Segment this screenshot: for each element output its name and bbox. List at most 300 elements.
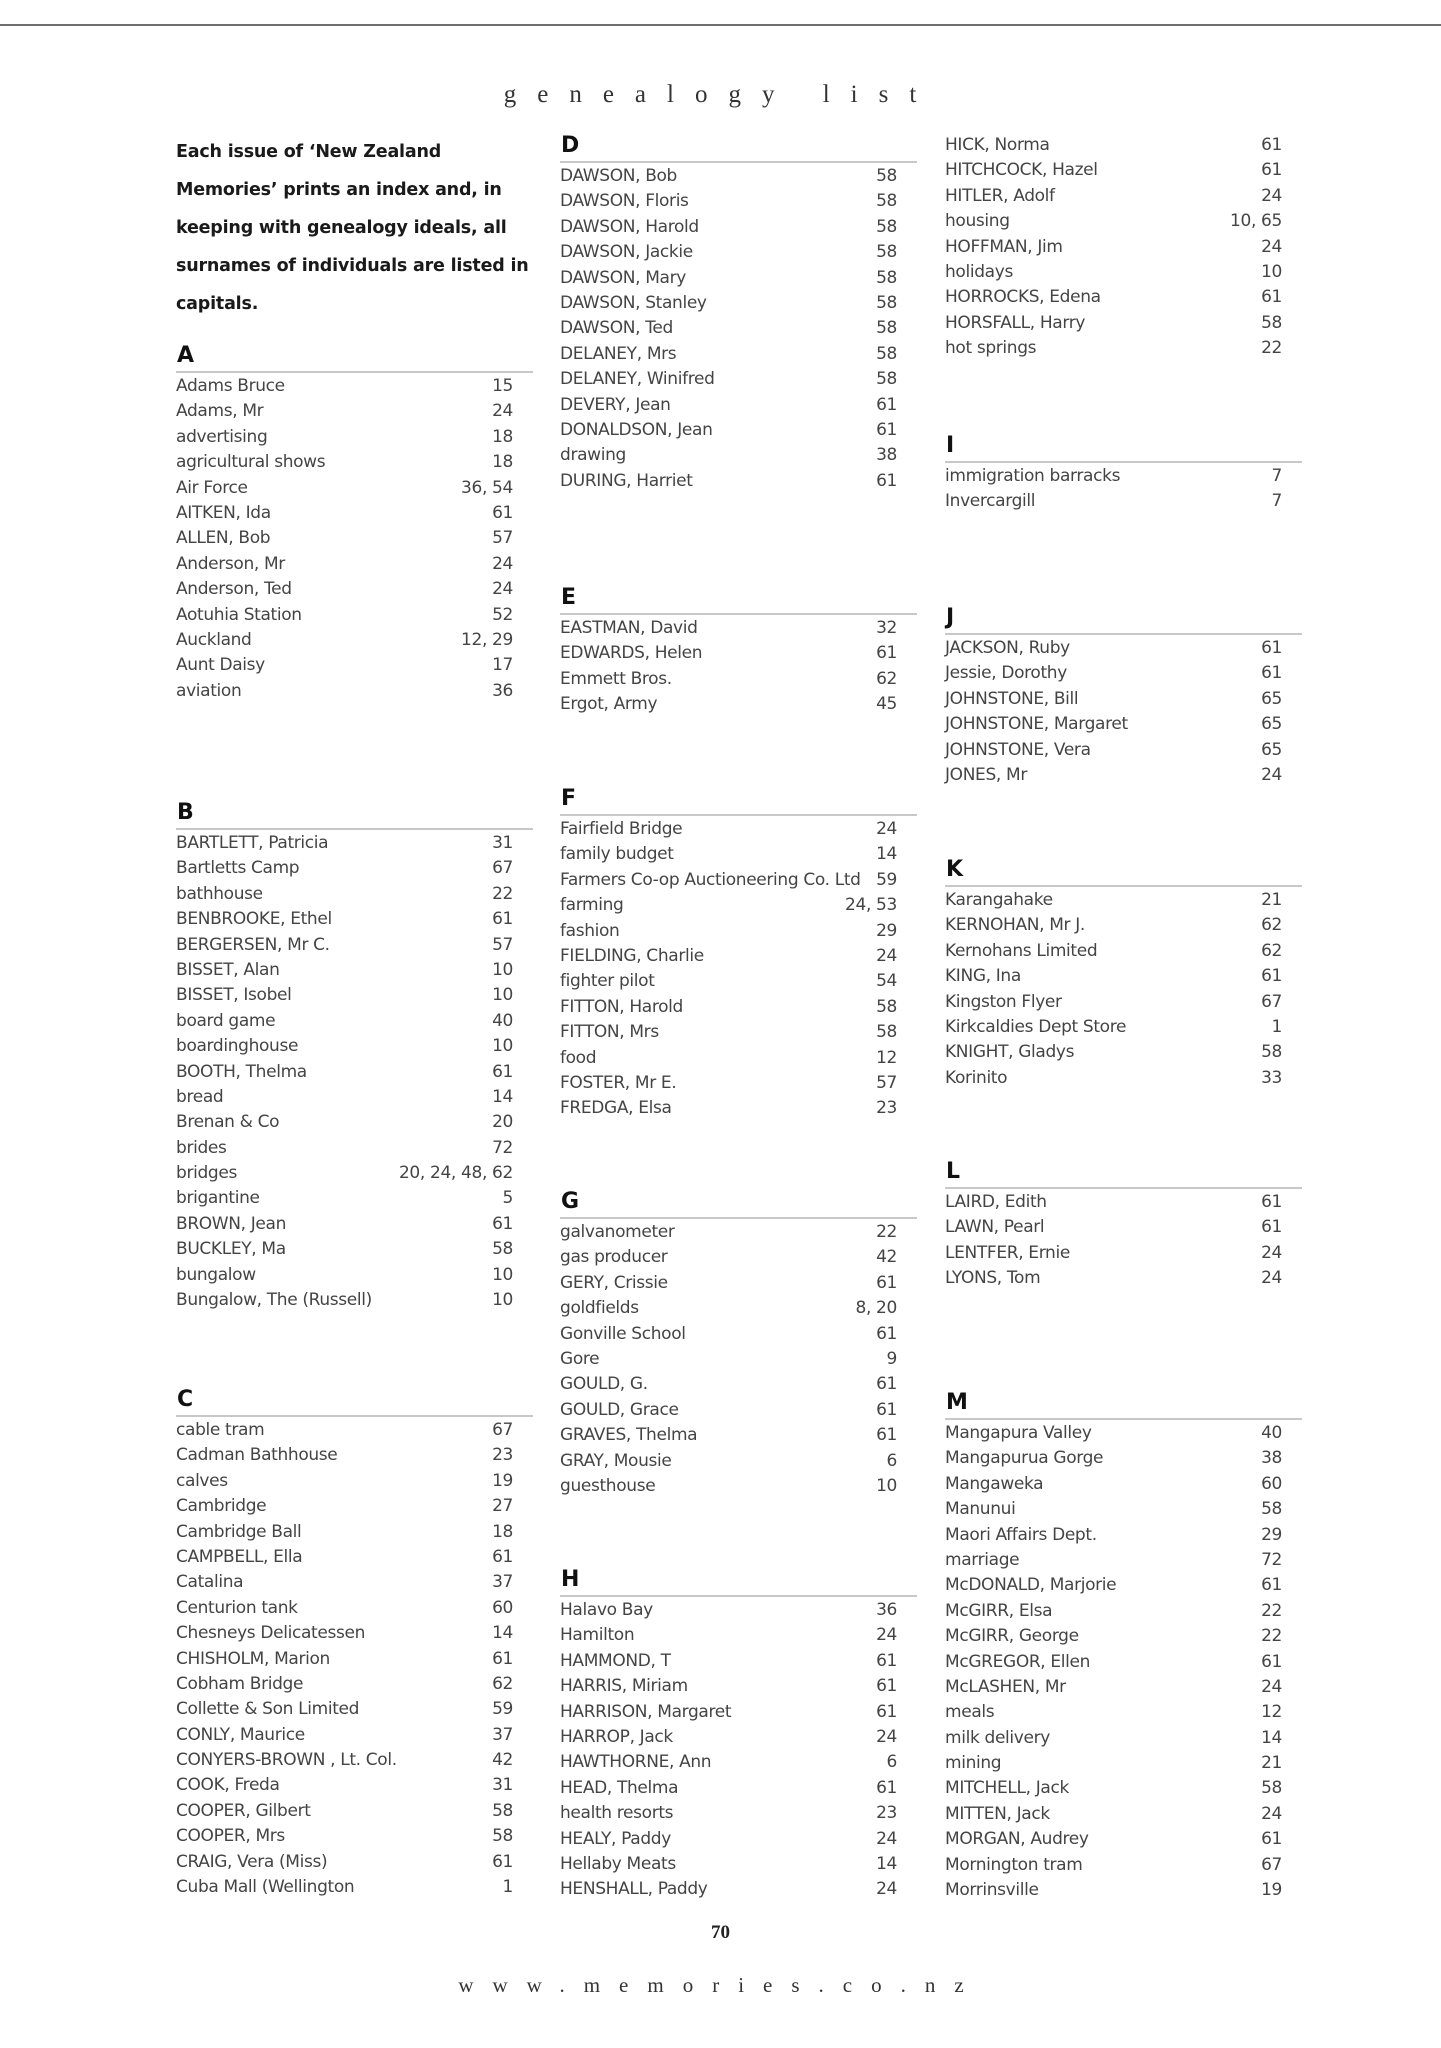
- index-entry: [560, 1372, 917, 1397]
- entry-pages: 24: [1261, 185, 1282, 206]
- section-rule: [560, 161, 917, 163]
- index-entry: [176, 1850, 533, 1875]
- index-entry: [560, 969, 917, 994]
- entry-pages: 58: [876, 369, 897, 390]
- index-entry: [945, 636, 1302, 661]
- index-entry: [560, 1020, 917, 1045]
- entry-pages: 61: [1261, 966, 1282, 987]
- index-entry: [176, 1773, 533, 1798]
- entry-name: Morrinsville: [945, 1880, 1039, 1901]
- index-entry: [945, 260, 1302, 285]
- entry-name: Invercargill: [945, 491, 1036, 512]
- entry-name: Farmers Co-op Auctioneering Co. Ltd: [560, 869, 861, 890]
- index-entry: [945, 1421, 1302, 1446]
- entry-name: Gonville School: [560, 1323, 686, 1344]
- index-entry: [176, 1161, 533, 1186]
- index-entry: [176, 907, 533, 932]
- entry-name: CHISHOLM, Marion: [176, 1648, 330, 1669]
- index-entry: [176, 1469, 533, 1494]
- entry-name: COOPER, Gilbert: [176, 1800, 311, 1821]
- entry-pages: 20, 24, 48, 62: [398, 1163, 513, 1184]
- entry-pages: 24: [492, 579, 513, 600]
- index-entry: [945, 1241, 1302, 1266]
- entry-name: DAWSON, Mary: [560, 267, 686, 288]
- entry-pages: 14: [492, 1086, 513, 1107]
- entry-name: bathhouse: [176, 883, 263, 904]
- entry-name: JONES, Mr: [945, 764, 1027, 785]
- index-entry: [176, 933, 533, 958]
- entry-pages: 67: [1261, 1854, 1282, 1875]
- entry-name: BISSET, Isobel: [176, 985, 292, 1006]
- index-entry: [176, 399, 533, 424]
- entry-name: Cobham Bridge: [176, 1673, 304, 1694]
- index-entry: [560, 919, 917, 944]
- entry-name: COOK, Freda: [176, 1775, 280, 1796]
- index-entry: [945, 1523, 1302, 1548]
- entry-name: Cadman Bathhouse: [176, 1445, 338, 1466]
- entry-name: DELANEY, Mrs: [560, 343, 677, 364]
- entry-pages: 24: [492, 553, 513, 574]
- section-rule: [945, 461, 1302, 463]
- entry-pages: 36, 54: [461, 477, 513, 498]
- section-letter: J: [946, 605, 955, 630]
- index-entry: [176, 603, 533, 628]
- index-entry: [945, 464, 1302, 489]
- entry-pages: 58: [492, 1826, 513, 1847]
- entry-name: JOHNSTONE, Vera: [945, 739, 1091, 760]
- section-letter: M: [946, 1390, 968, 1415]
- entry-name: MITTEN, Jack: [945, 1803, 1050, 1824]
- entry-pages: 61: [876, 1777, 897, 1798]
- entry-pages: 61: [1261, 663, 1282, 684]
- index-entry: [176, 552, 533, 577]
- entry-pages: 14: [876, 1853, 897, 1874]
- entry-pages: 62: [492, 1673, 513, 1694]
- index-entry: [560, 1852, 917, 1877]
- entry-pages: 21: [1261, 890, 1282, 910]
- entry-name: HAWTHORNE, Ann: [560, 1752, 712, 1773]
- index-entry: [945, 1266, 1302, 1291]
- entry-pages: 21: [1261, 1753, 1282, 1774]
- entry-pages: 58: [876, 242, 897, 263]
- entry-pages: 61: [492, 502, 513, 523]
- entry-pages: 42: [492, 1750, 513, 1771]
- section-rule: [560, 1595, 917, 1597]
- index-entry: [560, 266, 917, 291]
- entry-name: DAWSON, Floris: [560, 191, 689, 212]
- entry-pages: 65: [1261, 714, 1282, 735]
- section-rule: [176, 371, 533, 373]
- section-letter: D: [561, 133, 580, 158]
- index-entry: [176, 831, 533, 856]
- entry-pages: 10: [492, 1290, 513, 1311]
- index-entry: [945, 738, 1302, 763]
- section-letter: H: [561, 1567, 580, 1592]
- entry-name: COOPER, Mrs: [176, 1826, 285, 1847]
- index-entry: [560, 1046, 917, 1071]
- entry-name: bungalow: [176, 1264, 256, 1285]
- index-entry: [560, 995, 917, 1020]
- entry-pages: 8, 20: [855, 1298, 897, 1319]
- index-entry: [560, 1674, 917, 1699]
- entry-pages: 58: [1261, 312, 1282, 333]
- index-entry: [176, 450, 533, 475]
- entry-name: farming: [560, 895, 624, 916]
- entry-pages: 62: [1261, 915, 1282, 936]
- entry-pages: 61: [1261, 1217, 1282, 1238]
- entry-name: fighter pilot: [560, 971, 655, 992]
- index-entry: [560, 868, 917, 893]
- section-b: [176, 800, 533, 1313]
- entry-name: BOOTH, Thelma: [176, 1061, 307, 1082]
- entry-pages: 23: [876, 1803, 897, 1824]
- entry-pages: 1: [502, 1877, 513, 1898]
- section-m: [945, 1390, 1302, 1903]
- section-d: [560, 133, 917, 494]
- entry-name: LAIRD, Edith: [945, 1192, 1047, 1212]
- entry-name: Aunt Daisy: [176, 655, 265, 676]
- entry-pages: 67: [1261, 991, 1282, 1012]
- entry-pages: 61: [1261, 160, 1282, 181]
- entry-pages: 29: [1261, 1524, 1282, 1545]
- index-entry: [176, 1545, 533, 1570]
- index-entry: [176, 679, 533, 704]
- index-entry: [945, 1776, 1302, 1801]
- index-entry: [560, 1347, 917, 1372]
- section-i: [945, 433, 1302, 515]
- index-entry: [560, 1423, 917, 1448]
- entry-pages: 57: [876, 1072, 897, 1093]
- entry-pages: 10: [492, 1036, 513, 1057]
- entry-name: mining: [945, 1753, 1002, 1774]
- entry-name: housing: [945, 211, 1010, 232]
- index-entry: [176, 526, 533, 551]
- index-entry: [560, 1449, 917, 1474]
- index-entry: [176, 958, 533, 983]
- entry-pages: 7: [1271, 491, 1282, 512]
- index-entry: [945, 661, 1302, 686]
- entry-pages: 61: [876, 1374, 897, 1395]
- index-entry: [560, 1096, 917, 1121]
- entry-name: Maori Affairs Dept.: [945, 1524, 1097, 1545]
- index-entry: [560, 1801, 917, 1826]
- section-rule: [945, 633, 1302, 635]
- entry-name: board game: [176, 1010, 276, 1031]
- section-rule: [945, 1187, 1302, 1189]
- page-number: 70: [711, 1922, 730, 1943]
- entry-pages: 61: [876, 394, 897, 415]
- entry-pages: 58: [876, 996, 897, 1017]
- entry-name: HARRIS, Miriam: [560, 1676, 688, 1697]
- entry-name: hot springs: [945, 338, 1037, 359]
- entry-pages: 58: [876, 216, 897, 237]
- entry-name: Manunui: [945, 1499, 1016, 1520]
- index-entry: [176, 856, 533, 881]
- entry-name: GOULD, Grace: [560, 1399, 679, 1420]
- index-entry: [945, 489, 1302, 514]
- index-entry: [560, 418, 917, 443]
- entry-name: JOHNSTONE, Bill: [945, 688, 1079, 709]
- entry-pages: 14: [492, 1623, 513, 1644]
- entry-pages: 24: [1261, 1242, 1282, 1263]
- entry-pages: 22: [1261, 338, 1282, 359]
- index-entry: [945, 209, 1302, 234]
- entry-name: Air Force: [176, 477, 248, 498]
- index-entry: [945, 1802, 1302, 1827]
- entry-name: DURING, Harriet: [560, 470, 693, 491]
- entry-pages: 22: [876, 1222, 897, 1242]
- entry-name: BUCKLEY, Ma: [176, 1239, 286, 1260]
- entry-pages: 61: [876, 1399, 897, 1420]
- entry-pages: 12: [876, 1047, 897, 1068]
- index-entry: [560, 367, 917, 392]
- intro-text: Each issue of ‘New Zealand Memories’ prints an index and, in keeping with genealogy ideals, all surnames of individuals are listed in capitals.: [176, 142, 529, 314]
- section-f: [560, 786, 917, 1122]
- entry-name: HEAD, Thelma: [560, 1777, 679, 1798]
- index-entry: [176, 1263, 533, 1288]
- index-entry: [945, 133, 1302, 158]
- entry-pages: 65: [1261, 688, 1282, 709]
- entry-pages: 60: [1261, 1473, 1282, 1494]
- entry-pages: 61: [876, 1676, 897, 1697]
- index-entry: [945, 1751, 1302, 1776]
- entry-name: calves: [176, 1470, 228, 1491]
- index-entry: [945, 1066, 1302, 1091]
- entry-name: Mangaweka: [945, 1473, 1044, 1494]
- entry-name: KERNOHAN, Mr J.: [945, 915, 1085, 936]
- entry-name: LENTFER, Ernie: [945, 1242, 1070, 1263]
- entry-name: Auckland: [176, 629, 252, 650]
- entry-name: McLASHEN, Mr: [945, 1676, 1066, 1697]
- section-rule: [945, 1418, 1302, 1420]
- entry-pages: 31: [492, 1775, 513, 1796]
- entry-pages: 59: [492, 1699, 513, 1720]
- entry-name: FITTON, Harold: [560, 996, 683, 1017]
- entry-pages: 58: [876, 1022, 897, 1043]
- entry-name: HITCHCOCK, Hazel: [945, 160, 1098, 181]
- entry-pages: 6: [886, 1752, 897, 1773]
- entry-pages: 61: [876, 470, 897, 491]
- entry-pages: 58: [876, 318, 897, 339]
- index-entry: [176, 1060, 533, 1085]
- entry-pages: 58: [876, 166, 897, 186]
- entry-pages: 61: [492, 1061, 513, 1082]
- index-entry: [945, 763, 1302, 788]
- entry-pages: 38: [876, 445, 897, 466]
- entry-name: Kingston Flyer: [945, 991, 1062, 1012]
- entry-name: agricultural shows: [176, 452, 326, 473]
- entry-pages: 38: [1261, 1448, 1282, 1469]
- entry-name: LYONS, Tom: [945, 1268, 1041, 1289]
- index-entry: [945, 1700, 1302, 1725]
- index-entry: [176, 1237, 533, 1262]
- entry-pages: 7: [1271, 466, 1282, 486]
- index-entry: [945, 1878, 1302, 1903]
- entry-pages: 10: [876, 1475, 897, 1496]
- entry-pages: 58: [1261, 1499, 1282, 1520]
- index-entry: [560, 817, 917, 842]
- index-entry: [945, 184, 1302, 209]
- entry-pages: 40: [1261, 1423, 1282, 1443]
- entry-pages: 60: [492, 1597, 513, 1618]
- entry-pages: 14: [1261, 1727, 1282, 1748]
- entry-pages: 57: [492, 934, 513, 955]
- entry-name: HARROP, Jack: [560, 1726, 673, 1747]
- entry-pages: 36: [492, 680, 513, 701]
- section-c: [176, 1387, 533, 1900]
- section-letter: G: [561, 1189, 580, 1214]
- entry-name: Hellaby Meats: [560, 1853, 676, 1874]
- index-entry: [945, 712, 1302, 737]
- entry-name: Aotuhia Station: [176, 604, 302, 625]
- index-entry: [176, 1697, 533, 1722]
- page-title: genealogy list: [503, 80, 938, 108]
- entry-pages: 24: [876, 1726, 897, 1747]
- entry-pages: 58: [876, 267, 897, 288]
- entry-pages: 42: [876, 1247, 897, 1268]
- entry-pages: 61: [1261, 638, 1282, 658]
- index-entry: [176, 653, 533, 678]
- entry-pages: 61: [876, 1323, 897, 1344]
- entry-pages: 5: [502, 1188, 513, 1209]
- section-rule: [945, 885, 1302, 887]
- index-entry: [560, 393, 917, 418]
- index-entry: [945, 1675, 1302, 1700]
- index-entry: [176, 1085, 533, 1110]
- index-entry: [560, 189, 917, 214]
- entry-pages: 62: [1261, 940, 1282, 961]
- entry-name: Jessie, Dorothy: [945, 663, 1067, 684]
- index-entry: [945, 1190, 1302, 1215]
- entry-pages: 22: [1261, 1626, 1282, 1647]
- entry-pages: 10: [492, 1264, 513, 1285]
- entry-name: HITLER, Adolf: [945, 185, 1055, 206]
- entry-pages: 65: [1261, 739, 1282, 760]
- index-entry: [176, 1186, 533, 1211]
- section-letter: C: [177, 1387, 194, 1412]
- entry-name: CONYERS-BROWN , Lt. Col.: [176, 1750, 397, 1771]
- entry-pages: 54: [876, 971, 897, 992]
- section-e: [560, 585, 917, 718]
- entry-name: GRAVES, Thelma: [560, 1425, 698, 1446]
- index-entry: [945, 1726, 1302, 1751]
- section-rule: [560, 1217, 917, 1219]
- entry-name: Bungalow, The (Russell): [176, 1290, 372, 1311]
- entry-pages: 61: [492, 909, 513, 930]
- index-entry: [945, 1599, 1302, 1624]
- index-entry: [945, 336, 1302, 361]
- entry-pages: 29: [876, 920, 897, 941]
- index-entry: [945, 888, 1302, 913]
- index-entry: [176, 1136, 533, 1161]
- index-entry: [560, 215, 917, 240]
- index-entry: [176, 1494, 533, 1519]
- entry-name: guesthouse: [560, 1475, 656, 1496]
- index-entry: [945, 1446, 1302, 1471]
- entry-pages: 58: [1261, 1778, 1282, 1799]
- entry-pages: 24: [1261, 1268, 1282, 1289]
- index-entry: [176, 374, 533, 399]
- entry-pages: 58: [876, 343, 897, 364]
- entry-name: Brenan & Co: [176, 1112, 280, 1133]
- entry-name: CAMPBELL, Ella: [176, 1546, 303, 1567]
- top-rule: [0, 24, 1441, 26]
- index-entry: [560, 1623, 917, 1648]
- entry-name: Cambridge: [176, 1496, 267, 1517]
- entry-name: JOHNSTONE, Margaret: [945, 714, 1128, 735]
- website-url: www.memories.co.nz: [458, 1973, 983, 1997]
- entry-name: CONLY, Maurice: [176, 1724, 305, 1745]
- entry-pages: 14: [876, 844, 897, 865]
- entry-name: immigration barracks: [945, 466, 1121, 486]
- entry-pages: 24: [1261, 236, 1282, 257]
- entry-name: Korinito: [945, 1067, 1008, 1088]
- entry-name: Ergot, Army: [560, 694, 658, 715]
- entry-pages: 24: [1261, 1676, 1282, 1697]
- section-rule: [176, 1415, 533, 1417]
- entry-name: ALLEN, Bob: [176, 528, 271, 549]
- entry-name: Fairfield Bridge: [560, 819, 683, 839]
- entry-pages: 57: [492, 528, 513, 549]
- entry-name: Catalina: [176, 1572, 244, 1593]
- section-k: [945, 857, 1302, 1091]
- index-entry: [945, 964, 1302, 989]
- index-entry: [176, 1596, 533, 1621]
- entry-name: Adams, Mr: [176, 401, 264, 422]
- entry-pages: 45: [876, 694, 897, 715]
- entry-pages: 59: [876, 869, 897, 890]
- entry-pages: 61: [492, 1546, 513, 1567]
- entry-name: DONALDSON, Jean: [560, 419, 713, 440]
- entry-name: brigantine: [176, 1188, 260, 1209]
- index-entry: [176, 1723, 533, 1748]
- section-letter: I: [946, 433, 955, 458]
- entry-name: GERY, Crissie: [560, 1272, 668, 1293]
- entry-pages: 12: [1261, 1702, 1282, 1723]
- entry-pages: 58: [876, 292, 897, 313]
- index-entry: [176, 882, 533, 907]
- entry-name: Kirkcaldies Dept Store: [945, 1016, 1127, 1037]
- entry-pages: 9: [886, 1348, 897, 1369]
- index-entry: [176, 1748, 533, 1773]
- index-entry: [560, 1296, 917, 1321]
- section-letter: B: [177, 800, 194, 825]
- index-entry: [560, 944, 917, 969]
- index-entry: [560, 1220, 917, 1245]
- index-entry: [176, 1875, 533, 1900]
- index-entry: [560, 667, 917, 692]
- entry-pages: 61: [1261, 1829, 1282, 1850]
- entry-pages: 62: [876, 668, 897, 689]
- entry-name: FREDGA, Elsa: [560, 1098, 672, 1119]
- entry-pages: 61: [876, 419, 897, 440]
- entry-name: DAWSON, Jackie: [560, 242, 693, 263]
- index-entry: [176, 628, 533, 653]
- section-h: [560, 1567, 917, 1903]
- entry-name: AITKEN, Ida: [176, 502, 271, 523]
- index-entry: [945, 311, 1302, 336]
- entry-name: Collette & Son Limited: [176, 1699, 360, 1720]
- index-entry: [945, 1215, 1302, 1240]
- index-entry: [176, 1621, 533, 1646]
- entry-name: Mangapurua Gorge: [945, 1448, 1104, 1469]
- entry-name: Adams Bruce: [176, 376, 285, 396]
- entry-name: Halavo Bay: [560, 1600, 653, 1620]
- entry-name: FITTON, Mrs: [560, 1022, 659, 1043]
- index-entry: [945, 235, 1302, 260]
- section-h-continued: [945, 133, 1302, 362]
- entry-pages: 61: [876, 1272, 897, 1293]
